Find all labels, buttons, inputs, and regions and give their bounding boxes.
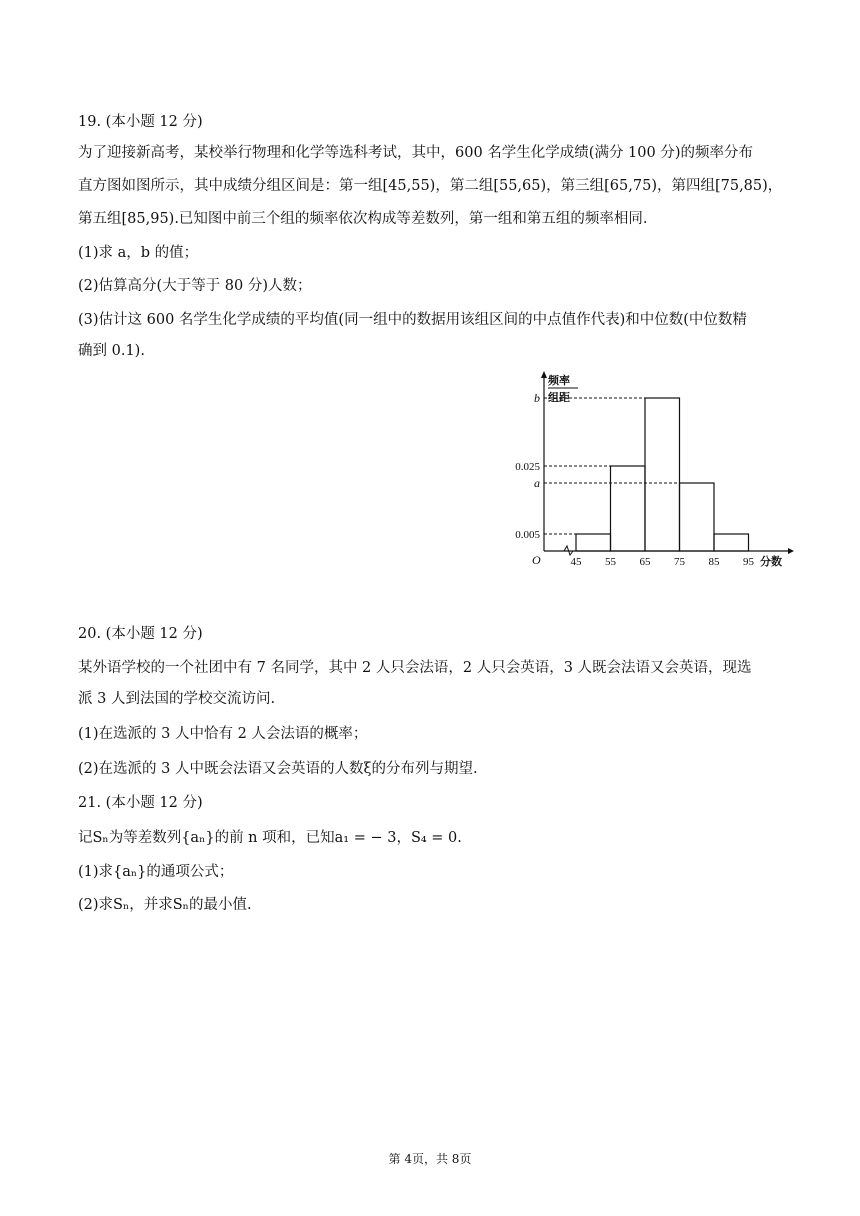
x-tick-label-65: 65	[639, 556, 651, 568]
x-tick-label-75: 75	[674, 556, 685, 568]
x-axis-arrow	[788, 548, 794, 554]
histogram-chart	[498, 368, 798, 593]
q20-part-2: (2)在选派的 3 人中既会法语又会英语的人数ξ的分布列与期望.	[78, 761, 478, 777]
page-footer: 第 4页，共 8页	[388, 1152, 472, 1166]
histogram-bar-5	[714, 534, 749, 551]
histogram-bar-3	[645, 398, 680, 551]
q20-part-1: (1)在选派的 3 人中恰有 2 人会法语的概率；	[78, 726, 368, 742]
q19-part-3-cont: 确到 0.1).	[78, 343, 145, 359]
x-tick-label-55: 55	[605, 556, 616, 568]
x-tick-label-45: 45	[570, 556, 582, 568]
y-label-top: 频率	[548, 374, 570, 387]
y-tick-label-2: 0.025	[515, 461, 540, 473]
q19-line-1: 为了迎接新高考，某校举行物理和化学等选科考试，其中，600 名学生化学成绩(满分 100 分)的频率分布	[78, 145, 753, 161]
x-tick-label-85: 85	[708, 556, 720, 568]
x-axis-label: 分数	[760, 555, 782, 568]
x-tick-label-95: 95	[743, 556, 754, 568]
q20-line-1: 某外语学校的一个社团中有 7 名同学，其中 2 人只会法语，2 人只会英语，3 人既会法语又会英语，现选	[78, 660, 752, 676]
histogram-bar-2	[611, 466, 646, 551]
q19-line-3: 第五组[85,95).已知图中前三个组的频率依次构成等差数列，第一组和第五组的频率相同.	[78, 211, 648, 227]
y-axis-arrow	[541, 371, 547, 378]
y-label-bottom: 组距	[548, 391, 570, 404]
q19-part-3: (3)估计这 600 名学生化学成绩的平均值(同一组中的数据用该组区间的中点值作代表)和中位数(中位数精	[78, 312, 747, 328]
histogram-bar-4	[680, 483, 715, 551]
q19-line-2: 直方图如图所示，其中成绩分组区间是：第一组[45,55)，第二组[55,65)，第三组[65,75)，第四组[75,85)，	[78, 178, 783, 194]
y-tick-label-3: a	[534, 476, 540, 490]
q20-title: 20. (本小题 12 分)	[78, 626, 203, 642]
q19-title: 19. (本小题 12 分)	[78, 114, 203, 130]
histogram-bar-1	[576, 534, 611, 551]
q19-part-2: (2)估算高分(大于等于 80 分)人数；	[78, 278, 312, 294]
q21-line-1: 记Sₙ为等差数列{aₙ}的前 n 项和，已知a₁ = − 3，S₄ = 0.	[78, 830, 462, 846]
origin-label: O	[532, 553, 541, 567]
q21-part-1: (1)求{aₙ}的通项公式；	[78, 864, 234, 880]
q20-line-2: 派 3 人到法国的学校交流访问.	[78, 691, 276, 707]
q21-part-2: (2)求Sₙ，并求Sₙ的最小值.	[78, 897, 252, 913]
q21-title: 21. (本小题 12 分)	[78, 795, 203, 811]
q19-part-1: (1)求 a，b 的值；	[78, 245, 199, 261]
y-tick-label-1: b	[534, 391, 540, 405]
y-tick-label-4: 0.005	[515, 529, 540, 541]
